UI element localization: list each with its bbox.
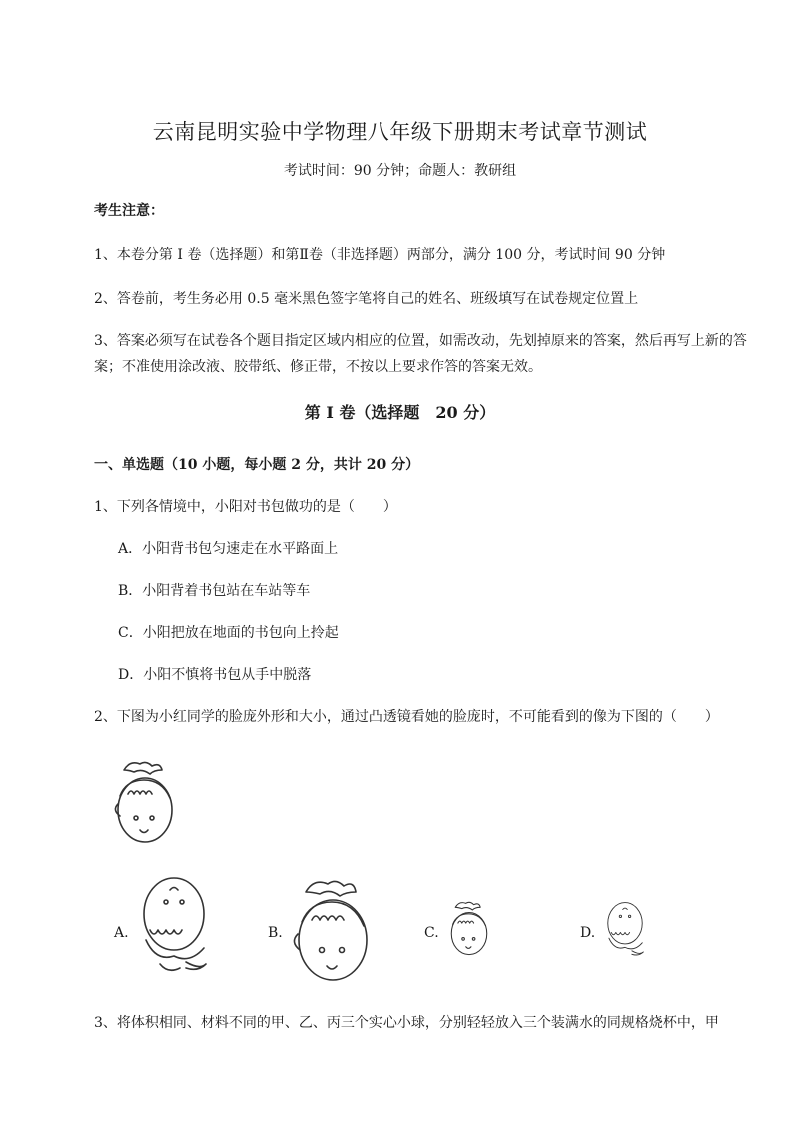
question-3-stem: 3、将体积相同、材料不同的甲、乙、丙三个实心小球，分别轻轻放入三个装满水的同规格烧杯中，甲 <box>94 1015 719 1031</box>
face-option-a-image <box>134 870 214 978</box>
question-2-stem: 2、下图为小红同学的脸庞外形和大小，通过凸透镜看她的脸庞时，不可能看到的像为下图的（ ） <box>94 709 719 725</box>
face-option-d-image <box>602 898 648 960</box>
figure-label-b: B. <box>268 925 283 941</box>
figure-label-d: D. <box>580 925 596 941</box>
notice-item-2: 2、答卷前，考生务必用 0.5 毫米黑色签字笔将自己的姓名、班级填写在试卷规定位置上 <box>94 291 639 307</box>
face-option-b-image <box>290 876 376 986</box>
page-title: 云南昆明实验中学物理八年级下册期末考试章节测试 <box>152 120 648 144</box>
section-title: 第 I 卷（选择题 20 分） <box>304 403 496 422</box>
question-1-option-a: A．小阳背书包匀速走在水平路面上 <box>118 541 339 557</box>
face-reference-image <box>110 758 180 848</box>
question-group-heading: 一、单选题（10 小题，每小题 2 分，共计 20 分） <box>94 457 420 473</box>
question-1-option-b: B．小阳背着书包站在车站等车 <box>118 583 311 599</box>
notice-heading: 考生注意： <box>94 203 164 219</box>
notice-item-3: 3、答案必须写在试卷各个题目指定区域内相应的位置，如需改动，先划掉原来的答案，然后再写上新的答案；不准使用涂改液、胶带纸、修正带，不按以上要求作答的答案无效。 <box>94 333 747 375</box>
question-1-option-c: C．小阳把放在地面的书包向上拎起 <box>118 625 339 641</box>
question-1-stem: 1、下列各情境中，小阳对书包做功的是（ ） <box>94 499 397 515</box>
exam-info: 考试时间：90 分钟；命题人：教研组 <box>283 163 517 179</box>
notice-item-1: 1、本卷分第 I 卷（选择题）和第Ⅱ卷（非选择题）两部分，满分 100 分，考试时间 90 分钟 <box>94 247 666 263</box>
figure-label-a: A. <box>114 925 129 941</box>
figure-label-c: C. <box>424 925 439 941</box>
question-1-option-d: D．小阳不慎将书包从手中脱落 <box>118 667 312 683</box>
face-option-c-image <box>446 898 492 960</box>
